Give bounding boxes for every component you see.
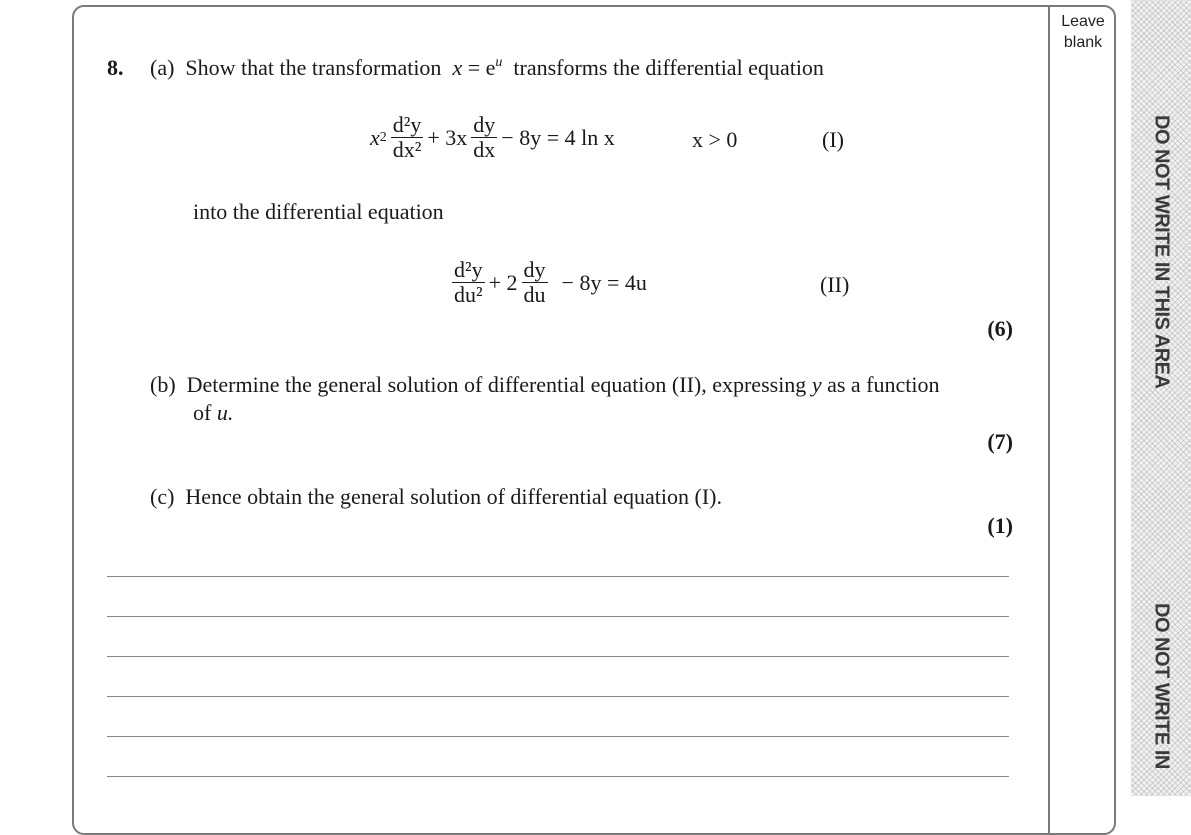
part-b-var-u: u.	[216, 400, 234, 425]
eq1-frac-1	[391, 113, 424, 162]
eq2-frac-2	[522, 258, 548, 307]
eq1-num-2: dy	[473, 112, 496, 137]
leave-blank-label	[1050, 11, 1116, 53]
eq2-den-2: du	[523, 282, 546, 307]
eq2-tag: (II)	[820, 272, 850, 297]
part-b-line-1	[150, 372, 939, 398]
part-c-label: (c)	[150, 484, 175, 509]
eq2-den-1: du²	[454, 282, 483, 307]
equation-1: x 2 $\frac{\text{d²y}}{\text{dx²}}$ + 3x $\frac{dy}{dx}$ − 8y = 4 ln x	[370, 112, 615, 162]
part-a-intro-end: transforms the differential equation	[513, 55, 824, 80]
eq1-tag: (I)	[822, 127, 844, 152]
transform-eq: =	[467, 55, 481, 80]
part-b-text-3: of	[193, 400, 212, 425]
question-number: 8.	[107, 55, 124, 80]
eq1-condition: x > 0	[692, 127, 738, 152]
eq2-num-1: d²y	[454, 257, 483, 282]
part-a-label: (a)	[150, 55, 175, 80]
eq1-num-1: d²y	[392, 112, 422, 137]
equation-2	[448, 258, 647, 307]
part-b-marks: (7)	[987, 429, 1013, 454]
eq1-mid: + 3x	[427, 124, 468, 150]
part-b-text-1: Determine the general solution of differential equation (II), expressing	[186, 372, 807, 397]
transform-base: e	[485, 55, 496, 80]
eq2-mid: + 2	[488, 269, 518, 295]
part-a-stem	[150, 55, 824, 81]
part-b-text-2: as a function	[827, 372, 940, 397]
answer-line[interactable]	[107, 576, 1009, 577]
do-not-write-warning: DO NOT WRITE IN THIS AREA	[1150, 115, 1173, 389]
eq1-den-1: dx²	[392, 137, 422, 162]
part-c-line	[150, 484, 722, 510]
part-a-into: into the differential equation	[193, 199, 444, 224]
answer-line[interactable]	[107, 656, 1009, 657]
eq2-rhs: − 8y = 4u	[561, 269, 647, 295]
eq1-frac-2	[471, 113, 497, 162]
transform-exp: u	[495, 55, 503, 70]
part-a-intro: Show that the transformation	[185, 55, 442, 80]
do-not-write-warning-2: DO NOT WRITE IN	[1150, 603, 1173, 769]
answer-line[interactable]	[107, 696, 1009, 697]
answer-line[interactable]	[107, 616, 1009, 617]
answer-line[interactable]	[107, 736, 1009, 737]
part-b-var-y: y	[811, 372, 822, 397]
eq1-den-2: dx	[473, 137, 496, 162]
eq1-coef: x	[370, 124, 380, 150]
part-b-line-2	[193, 400, 233, 426]
leave-blank-text: Leave blank	[1061, 13, 1105, 51]
part-c-text: Hence obtain the general solution of differential equation (I).	[185, 484, 722, 509]
part-a-marks: (6)	[987, 316, 1013, 341]
leave-blank-column	[1048, 5, 1118, 835]
part-b-label: (b)	[150, 372, 176, 397]
part-c-marks: (1)	[987, 513, 1013, 538]
transform-lhs: x	[452, 55, 463, 80]
eq2-num-2: dy	[523, 257, 546, 282]
eq1-rhs: − 8y = 4 ln x	[501, 124, 615, 150]
eq2-frac-1	[452, 258, 485, 307]
answer-line[interactable]	[107, 776, 1009, 777]
